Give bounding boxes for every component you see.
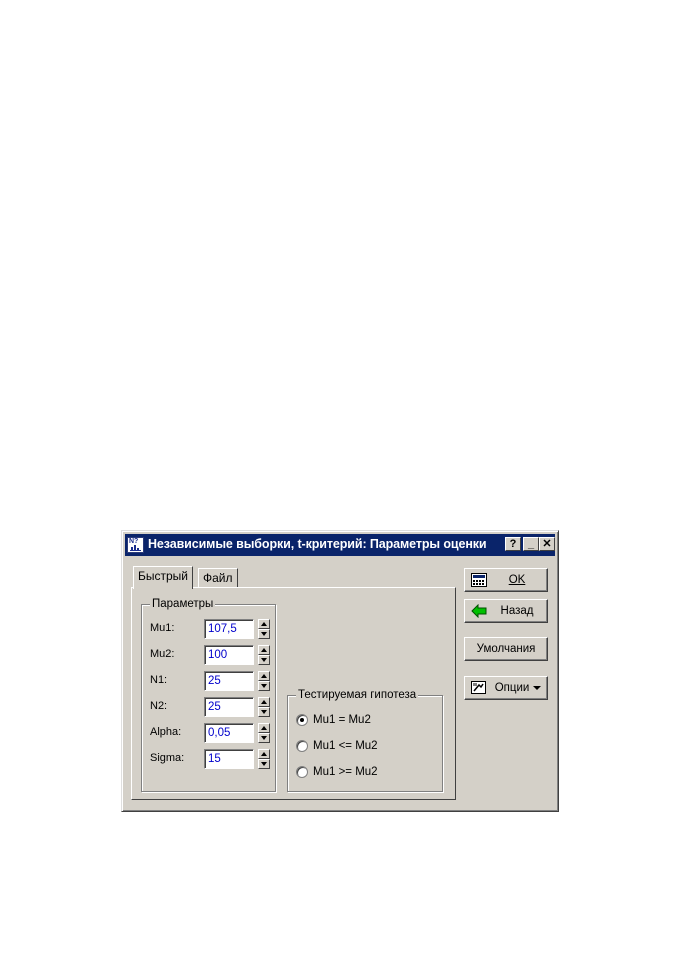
mu1-label: Mu1: bbox=[150, 622, 175, 634]
defaults-label: Умолчания bbox=[476, 643, 536, 655]
radio-selected-icon[interactable] bbox=[296, 714, 308, 726]
n2-spinner[interactable] bbox=[258, 697, 270, 717]
dropdown-arrow-icon bbox=[533, 686, 541, 690]
mu2-spinner[interactable] bbox=[258, 645, 270, 665]
hypothesis-group-title: Тестируемая гипотеза bbox=[298, 689, 417, 701]
mu2-input[interactable]: 100 bbox=[204, 645, 254, 665]
sigma-label: Sigma: bbox=[150, 752, 185, 764]
parameters-group-title: Параметры bbox=[152, 598, 214, 610]
radio-icon[interactable] bbox=[296, 740, 308, 752]
options-button[interactable] bbox=[464, 676, 548, 700]
n1-input[interactable]: 25 bbox=[204, 671, 254, 691]
dialog-window bbox=[121, 530, 559, 812]
ok-button[interactable] bbox=[464, 568, 548, 592]
spin-down-icon[interactable] bbox=[258, 681, 270, 691]
spin-down-icon[interactable] bbox=[258, 629, 270, 639]
mu2-label: Mu2: bbox=[150, 648, 175, 660]
back-label: Назад bbox=[500, 605, 534, 617]
options-menu-icon bbox=[471, 681, 487, 695]
ok-label: OK bbox=[508, 574, 526, 586]
title-bar[interactable] bbox=[125, 534, 555, 556]
sigma-spinner[interactable] bbox=[258, 749, 270, 769]
back-button[interactable] bbox=[464, 599, 548, 623]
minimize-button[interactable]: _ bbox=[523, 537, 539, 551]
n1-label: N1: bbox=[150, 674, 168, 686]
spin-down-icon[interactable] bbox=[258, 707, 270, 717]
tab-panel bbox=[131, 587, 456, 800]
n2-input[interactable]: 25 bbox=[204, 697, 254, 717]
mu1-input[interactable]: 107,5 bbox=[204, 619, 254, 639]
mu1-spinner[interactable] bbox=[258, 619, 270, 639]
tab-quick[interactable]: Быстрый bbox=[133, 566, 193, 589]
calculator-icon bbox=[471, 573, 487, 587]
spin-up-icon[interactable] bbox=[258, 749, 270, 759]
defaults-button[interactable] bbox=[464, 637, 548, 661]
spin-down-icon[interactable] bbox=[258, 759, 270, 769]
window-title: Независимые выборки, t-критерий: Параметры оценки bbox=[148, 537, 487, 551]
help-button[interactable]: ? bbox=[505, 537, 521, 551]
parameters-group bbox=[141, 598, 276, 792]
alpha-input[interactable]: 0,05 bbox=[204, 723, 254, 743]
spin-up-icon[interactable] bbox=[258, 619, 270, 629]
tab-file[interactable]: Файл bbox=[198, 568, 238, 589]
green-left-arrow-icon bbox=[471, 604, 487, 618]
spin-up-icon[interactable] bbox=[258, 723, 270, 733]
spin-down-icon[interactable] bbox=[258, 733, 270, 743]
close-button[interactable]: ✕ bbox=[539, 537, 555, 551]
alpha-label: Alpha: bbox=[150, 726, 182, 738]
app-icon: N? bbox=[127, 537, 144, 553]
spin-up-icon[interactable] bbox=[258, 671, 270, 681]
alpha-spinner[interactable] bbox=[258, 723, 270, 743]
spin-down-icon[interactable] bbox=[258, 655, 270, 665]
options-label: Опции bbox=[494, 682, 530, 694]
spin-up-icon[interactable] bbox=[258, 645, 270, 655]
n2-label: N2: bbox=[150, 700, 168, 712]
hypothesis-group: Тестируемая гипотеза Mu1 = Mu2 Mu1 <= Mu2 Mu1 >= Mu2 bbox=[287, 695, 443, 792]
radio-icon[interactable] bbox=[296, 766, 308, 778]
n1-spinner[interactable] bbox=[258, 671, 270, 691]
spin-up-icon[interactable] bbox=[258, 697, 270, 707]
sigma-input[interactable]: 15 bbox=[204, 749, 254, 769]
